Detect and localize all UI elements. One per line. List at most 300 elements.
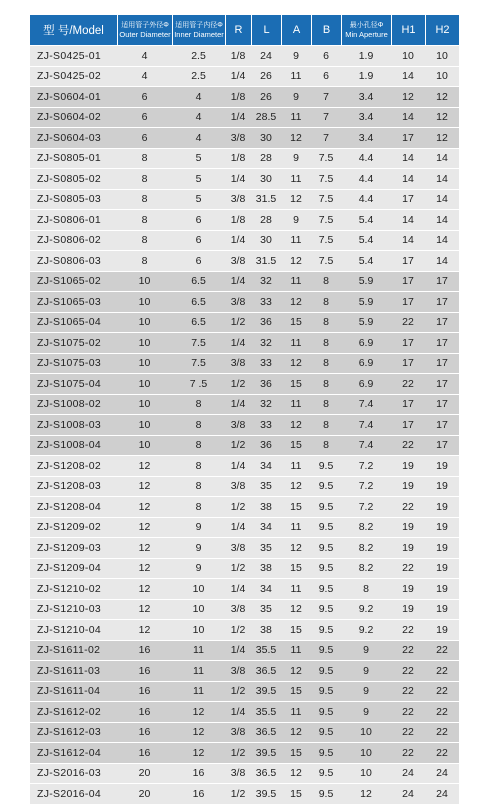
cell-l: 28 — [251, 149, 281, 169]
spec-table-container — [30, 14, 459, 805]
header-model: 型 号/Model — [30, 15, 117, 45]
cell-l: 34 — [251, 456, 281, 476]
table-row — [30, 497, 459, 517]
cell-outer-diameter: 12 — [117, 600, 172, 620]
cell-a: 11 — [281, 456, 311, 476]
cell-h1: 19 — [391, 477, 425, 497]
cell-a: 11 — [281, 67, 311, 87]
cell-b: 9.5 — [311, 784, 341, 804]
cell-b: 8 — [311, 313, 341, 333]
cell-h2: 10 — [425, 67, 459, 87]
cell-a: 15 — [281, 743, 311, 763]
cell-l: 26 — [251, 67, 281, 87]
cell-h2: 19 — [425, 538, 459, 558]
cell-b: 9.5 — [311, 702, 341, 722]
cell-b: 7.5 — [311, 210, 341, 230]
cell-min-aperture: 9 — [341, 641, 391, 661]
table-row — [30, 395, 459, 415]
table-row — [30, 67, 459, 87]
cell-h1: 22 — [391, 620, 425, 640]
cell-h1: 19 — [391, 600, 425, 620]
cell-a: 15 — [281, 559, 311, 579]
cell-l: 38 — [251, 620, 281, 640]
cell-outer-diameter: 10 — [117, 395, 172, 415]
cell-min-aperture: 10 — [341, 743, 391, 763]
table-row — [30, 108, 459, 128]
cell-min-aperture: 7.4 — [341, 415, 391, 435]
cell-outer-diameter: 8 — [117, 231, 172, 251]
table-row — [30, 190, 459, 210]
cell-h2: 17 — [425, 313, 459, 333]
cell-inner-diameter: 9 — [172, 559, 225, 579]
cell-outer-diameter: 8 — [117, 210, 172, 230]
cell-inner-diameter: 10 — [172, 600, 225, 620]
table-row — [30, 169, 459, 189]
cell-b: 8 — [311, 374, 341, 394]
cell-min-aperture: 7.2 — [341, 456, 391, 476]
cell-r: 1/2 — [225, 313, 251, 333]
cell-model: ZJ-S0806-03 — [30, 251, 117, 271]
cell-r: 1/2 — [225, 436, 251, 456]
cell-r: 3/8 — [225, 723, 251, 743]
cell-min-aperture: 10 — [341, 764, 391, 784]
cell-inner-diameter: 4 — [172, 87, 225, 107]
cell-outer-diameter: 10 — [117, 292, 172, 312]
cell-model: ZJ-S1208-02 — [30, 456, 117, 476]
cell-model: ZJ-S1210-03 — [30, 600, 117, 620]
cell-l: 32 — [251, 395, 281, 415]
cell-h1: 14 — [391, 231, 425, 251]
cell-model: ZJ-S0604-02 — [30, 108, 117, 128]
cell-a: 11 — [281, 333, 311, 353]
cell-a: 11 — [281, 579, 311, 599]
cell-l: 33 — [251, 415, 281, 435]
cell-inner-diameter: 12 — [172, 702, 225, 722]
header-outer-diameter-cn: 适用管子外径Φ — [121, 21, 169, 29]
cell-model: ZJ-S0805-01 — [30, 149, 117, 169]
cell-min-aperture: 6.9 — [341, 374, 391, 394]
cell-min-aperture: 3.4 — [341, 128, 391, 148]
cell-model: ZJ-S1075-04 — [30, 374, 117, 394]
cell-a: 12 — [281, 128, 311, 148]
cell-r: 1/4 — [225, 395, 251, 415]
cell-h2: 17 — [425, 374, 459, 394]
cell-a: 11 — [281, 169, 311, 189]
cell-l: 39.5 — [251, 743, 281, 763]
cell-h2: 14 — [425, 251, 459, 271]
cell-h2: 10 — [425, 46, 459, 66]
cell-r: 1/4 — [225, 108, 251, 128]
cell-r: 1/4 — [225, 333, 251, 353]
cell-outer-diameter: 16 — [117, 641, 172, 661]
cell-outer-diameter: 12 — [117, 456, 172, 476]
cell-min-aperture: 6.9 — [341, 333, 391, 353]
cell-h1: 22 — [391, 743, 425, 763]
cell-a: 11 — [281, 641, 311, 661]
cell-r: 3/8 — [225, 600, 251, 620]
table-body — [30, 46, 459, 804]
cell-h1: 17 — [391, 415, 425, 435]
table-row — [30, 46, 459, 66]
cell-h2: 17 — [425, 415, 459, 435]
cell-a: 15 — [281, 784, 311, 804]
cell-b: 7.5 — [311, 231, 341, 251]
cell-h2: 19 — [425, 579, 459, 599]
cell-l: 36.5 — [251, 723, 281, 743]
cell-h1: 17 — [391, 128, 425, 148]
cell-l: 35 — [251, 538, 281, 558]
cell-model: ZJ-S1065-02 — [30, 272, 117, 292]
cell-min-aperture: 9 — [341, 702, 391, 722]
cell-a: 12 — [281, 190, 311, 210]
cell-inner-diameter: 7.5 — [172, 333, 225, 353]
cell-min-aperture: 8.2 — [341, 518, 391, 538]
cell-outer-diameter: 4 — [117, 46, 172, 66]
cell-model: ZJ-S1209-03 — [30, 538, 117, 558]
cell-inner-diameter: 8 — [172, 477, 225, 497]
cell-min-aperture: 1.9 — [341, 46, 391, 66]
cell-min-aperture: 3.4 — [341, 108, 391, 128]
cell-l: 39.5 — [251, 682, 281, 702]
cell-b: 8 — [311, 436, 341, 456]
cell-l: 36 — [251, 436, 281, 456]
table-row — [30, 702, 459, 722]
cell-outer-diameter: 10 — [117, 313, 172, 333]
cell-h1: 22 — [391, 559, 425, 579]
cell-h1: 17 — [391, 190, 425, 210]
cell-b: 8 — [311, 272, 341, 292]
cell-min-aperture: 4.4 — [341, 149, 391, 169]
cell-inner-diameter: 8 — [172, 436, 225, 456]
cell-a: 12 — [281, 292, 311, 312]
cell-min-aperture: 10 — [341, 723, 391, 743]
cell-r: 3/8 — [225, 354, 251, 374]
cell-r: 3/8 — [225, 764, 251, 784]
cell-h1: 14 — [391, 169, 425, 189]
cell-b: 7.5 — [311, 169, 341, 189]
cell-r: 1/8 — [225, 46, 251, 66]
cell-a: 12 — [281, 764, 311, 784]
cell-inner-diameter: 12 — [172, 723, 225, 743]
cell-r: 3/8 — [225, 538, 251, 558]
table-row — [30, 415, 459, 435]
cell-model: ZJ-S1008-04 — [30, 436, 117, 456]
cell-r: 1/2 — [225, 784, 251, 804]
cell-a: 12 — [281, 723, 311, 743]
spec-table — [30, 14, 459, 805]
cell-min-aperture: 7.2 — [341, 477, 391, 497]
cell-b: 9.5 — [311, 579, 341, 599]
cell-h1: 19 — [391, 456, 425, 476]
cell-h2: 24 — [425, 764, 459, 784]
cell-l: 31.5 — [251, 251, 281, 271]
cell-b: 6 — [311, 46, 341, 66]
header-l: L — [251, 15, 281, 45]
cell-model: ZJ-S1008-02 — [30, 395, 117, 415]
cell-h1: 14 — [391, 149, 425, 169]
cell-inner-diameter: 9 — [172, 538, 225, 558]
cell-inner-diameter: 2.5 — [172, 46, 225, 66]
table-row — [30, 210, 459, 230]
cell-b: 9.5 — [311, 682, 341, 702]
cell-min-aperture: 6.9 — [341, 354, 391, 374]
cell-outer-diameter: 12 — [117, 538, 172, 558]
cell-model: ZJ-S0806-01 — [30, 210, 117, 230]
cell-a: 12 — [281, 251, 311, 271]
cell-model: ZJ-S1065-04 — [30, 313, 117, 333]
cell-l: 39.5 — [251, 784, 281, 804]
cell-h2: 17 — [425, 395, 459, 415]
cell-outer-diameter: 12 — [117, 559, 172, 579]
cell-r: 3/8 — [225, 251, 251, 271]
table-row — [30, 456, 459, 476]
cell-a: 15 — [281, 374, 311, 394]
cell-h2: 24 — [425, 784, 459, 804]
cell-b: 7 — [311, 128, 341, 148]
cell-b: 8 — [311, 354, 341, 374]
cell-h2: 22 — [425, 682, 459, 702]
cell-h2: 14 — [425, 231, 459, 251]
table-row — [30, 313, 459, 333]
cell-h1: 22 — [391, 497, 425, 517]
cell-h1: 22 — [391, 436, 425, 456]
cell-model: ZJ-S0806-02 — [30, 231, 117, 251]
header-h1: H1 — [391, 15, 425, 45]
cell-b: 8 — [311, 395, 341, 415]
cell-min-aperture: 8.2 — [341, 538, 391, 558]
cell-a: 15 — [281, 620, 311, 640]
cell-inner-diameter: 6 — [172, 231, 225, 251]
cell-outer-diameter: 16 — [117, 661, 172, 681]
cell-h2: 12 — [425, 128, 459, 148]
cell-model: ZJ-S0425-02 — [30, 67, 117, 87]
cell-outer-diameter: 10 — [117, 436, 172, 456]
cell-r: 1/8 — [225, 87, 251, 107]
cell-r: 1/4 — [225, 702, 251, 722]
header-inner-diameter-en: Inner Diameter — [174, 29, 224, 39]
cell-inner-diameter: 7 .5 — [172, 374, 225, 394]
cell-h2: 22 — [425, 661, 459, 681]
cell-a: 15 — [281, 682, 311, 702]
cell-r: 3/8 — [225, 190, 251, 210]
cell-model: ZJ-S0805-02 — [30, 169, 117, 189]
cell-l: 28 — [251, 210, 281, 230]
cell-inner-diameter: 11 — [172, 682, 225, 702]
cell-b: 9.5 — [311, 538, 341, 558]
cell-min-aperture: 7.2 — [341, 497, 391, 517]
cell-b: 6 — [311, 67, 341, 87]
cell-l: 36.5 — [251, 661, 281, 681]
cell-inner-diameter: 4 — [172, 108, 225, 128]
cell-h1: 22 — [391, 641, 425, 661]
cell-model: ZJ-S1611-03 — [30, 661, 117, 681]
table-row — [30, 354, 459, 374]
cell-l: 30 — [251, 231, 281, 251]
cell-h2: 17 — [425, 333, 459, 353]
cell-model: ZJ-S1208-04 — [30, 497, 117, 517]
table-row — [30, 128, 459, 148]
table-row — [30, 436, 459, 456]
cell-h2: 14 — [425, 169, 459, 189]
cell-a: 12 — [281, 354, 311, 374]
cell-h1: 17 — [391, 292, 425, 312]
cell-h2: 14 — [425, 190, 459, 210]
cell-l: 33 — [251, 354, 281, 374]
header-min-aperture-en: Min Aperture — [345, 29, 388, 39]
cell-h2: 14 — [425, 149, 459, 169]
cell-outer-diameter: 20 — [117, 764, 172, 784]
cell-outer-diameter: 10 — [117, 354, 172, 374]
cell-b: 9.5 — [311, 456, 341, 476]
cell-min-aperture: 5.4 — [341, 231, 391, 251]
cell-min-aperture: 7.4 — [341, 395, 391, 415]
cell-outer-diameter: 6 — [117, 128, 172, 148]
cell-model: ZJ-S1210-02 — [30, 579, 117, 599]
cell-outer-diameter: 12 — [117, 497, 172, 517]
cell-h1: 17 — [391, 251, 425, 271]
table-row — [30, 600, 459, 620]
cell-h2: 19 — [425, 477, 459, 497]
table-row — [30, 661, 459, 681]
table-row — [30, 251, 459, 271]
cell-l: 36 — [251, 313, 281, 333]
cell-h2: 19 — [425, 497, 459, 517]
cell-h1: 14 — [391, 210, 425, 230]
cell-outer-diameter: 4 — [117, 67, 172, 87]
cell-r: 1/2 — [225, 682, 251, 702]
cell-b: 7.5 — [311, 251, 341, 271]
cell-h1: 10 — [391, 46, 425, 66]
cell-h2: 22 — [425, 702, 459, 722]
cell-b: 9.5 — [311, 764, 341, 784]
cell-inner-diameter: 16 — [172, 764, 225, 784]
cell-r: 3/8 — [225, 128, 251, 148]
cell-inner-diameter: 11 — [172, 641, 225, 661]
cell-outer-diameter: 16 — [117, 723, 172, 743]
cell-inner-diameter: 5 — [172, 169, 225, 189]
cell-h2: 17 — [425, 272, 459, 292]
cell-inner-diameter: 8 — [172, 497, 225, 517]
cell-l: 38 — [251, 497, 281, 517]
cell-min-aperture: 9 — [341, 661, 391, 681]
cell-b: 9.5 — [311, 743, 341, 763]
cell-l: 35.5 — [251, 641, 281, 661]
cell-b: 9.5 — [311, 661, 341, 681]
cell-a: 9 — [281, 87, 311, 107]
cell-inner-diameter: 10 — [172, 579, 225, 599]
cell-model: ZJ-S1611-04 — [30, 682, 117, 702]
table-row — [30, 764, 459, 784]
cell-r: 3/8 — [225, 661, 251, 681]
table-row — [30, 477, 459, 497]
cell-a: 9 — [281, 46, 311, 66]
cell-inner-diameter: 6 — [172, 251, 225, 271]
cell-outer-diameter: 16 — [117, 743, 172, 763]
cell-model: ZJ-S1065-03 — [30, 292, 117, 312]
cell-inner-diameter: 6 — [172, 210, 225, 230]
cell-min-aperture: 5.4 — [341, 210, 391, 230]
cell-l: 26 — [251, 87, 281, 107]
cell-outer-diameter: 20 — [117, 784, 172, 804]
cell-outer-diameter: 12 — [117, 620, 172, 640]
cell-l: 31.5 — [251, 190, 281, 210]
cell-min-aperture: 8.2 — [341, 559, 391, 579]
cell-model: ZJ-S1612-02 — [30, 702, 117, 722]
cell-h1: 19 — [391, 518, 425, 538]
cell-a: 15 — [281, 497, 311, 517]
cell-r: 1/4 — [225, 518, 251, 538]
cell-h2: 22 — [425, 641, 459, 661]
cell-h2: 14 — [425, 210, 459, 230]
cell-h2: 22 — [425, 723, 459, 743]
cell-r: 1/4 — [225, 579, 251, 599]
cell-min-aperture: 4.4 — [341, 169, 391, 189]
cell-r: 1/4 — [225, 67, 251, 87]
cell-outer-diameter: 8 — [117, 190, 172, 210]
cell-r: 1/4 — [225, 641, 251, 661]
cell-b: 7.5 — [311, 190, 341, 210]
cell-l: 24 — [251, 46, 281, 66]
table-row — [30, 231, 459, 251]
cell-r: 1/8 — [225, 149, 251, 169]
table-row — [30, 723, 459, 743]
cell-min-aperture: 5.9 — [341, 313, 391, 333]
table-header — [30, 15, 459, 45]
cell-h1: 24 — [391, 784, 425, 804]
cell-model: ZJ-S1075-03 — [30, 354, 117, 374]
cell-a: 9 — [281, 149, 311, 169]
cell-inner-diameter: 12 — [172, 743, 225, 763]
cell-b: 9.5 — [311, 641, 341, 661]
cell-l: 35.5 — [251, 702, 281, 722]
cell-h2: 12 — [425, 108, 459, 128]
cell-a: 11 — [281, 108, 311, 128]
cell-inner-diameter: 5 — [172, 190, 225, 210]
cell-model: ZJ-S1209-04 — [30, 559, 117, 579]
cell-l: 36 — [251, 374, 281, 394]
cell-l: 34 — [251, 518, 281, 538]
cell-min-aperture: 5.9 — [341, 292, 391, 312]
cell-l: 32 — [251, 333, 281, 353]
cell-h1: 24 — [391, 764, 425, 784]
cell-r: 1/4 — [225, 231, 251, 251]
cell-a: 11 — [281, 272, 311, 292]
cell-b: 9.5 — [311, 559, 341, 579]
table-row — [30, 682, 459, 702]
table-row — [30, 784, 459, 804]
cell-h1: 14 — [391, 108, 425, 128]
cell-a: 15 — [281, 436, 311, 456]
cell-inner-diameter: 10 — [172, 620, 225, 640]
table-row — [30, 518, 459, 538]
table-row — [30, 620, 459, 640]
cell-l: 36.5 — [251, 764, 281, 784]
cell-model: ZJ-S1210-04 — [30, 620, 117, 640]
cell-outer-diameter: 10 — [117, 374, 172, 394]
table-row — [30, 272, 459, 292]
cell-outer-diameter: 12 — [117, 579, 172, 599]
cell-outer-diameter: 10 — [117, 415, 172, 435]
cell-h1: 14 — [391, 67, 425, 87]
cell-b: 8 — [311, 292, 341, 312]
cell-h1: 17 — [391, 333, 425, 353]
cell-min-aperture: 9.2 — [341, 600, 391, 620]
cell-b: 9.5 — [311, 600, 341, 620]
cell-outer-diameter: 8 — [117, 169, 172, 189]
cell-inner-diameter: 9 — [172, 518, 225, 538]
header-h2: H2 — [425, 15, 459, 45]
cell-model: ZJ-S2016-03 — [30, 764, 117, 784]
